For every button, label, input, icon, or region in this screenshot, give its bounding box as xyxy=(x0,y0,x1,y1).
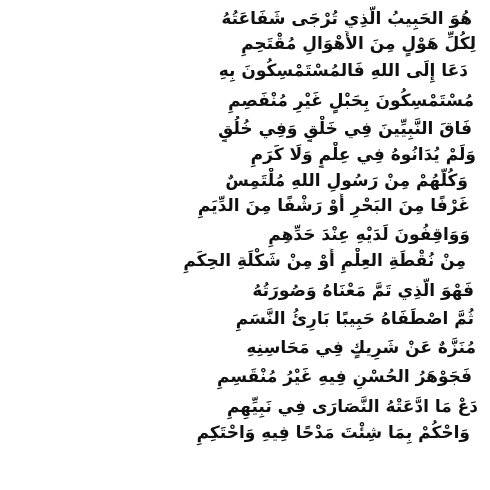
verse-line-1: هُوَ الحَبِيبُ الَّذِي تُرْجَى شَفَاعَتُهُ xyxy=(221,9,472,29)
verse-line-2: لِكُلِّ هَوْلٍ مِنَ الأَهْوَالِ مُقْتَحِمِ xyxy=(241,34,476,54)
verse-line-3: دَعَا إِلَى اللهِ فَالمُسْتَمْسِكُونَ بِهِ xyxy=(218,61,468,81)
verse-line-10: مِنْ نُقْطَةِ العِلْمِ أَوْ مِنْ شَكْلَةِ الحِكَمِ xyxy=(183,251,466,271)
verse-line-7: وَكُلُّهُمْ مِنْ رَسُولِ اللهِ مُلْتَمِسٌ xyxy=(225,171,468,191)
verse-line-11: فَهْوَ الَّذِي تَمَّ مَعْنَاهُ وَصُورَتُهُ xyxy=(252,281,474,301)
verse-line-12: ثُمَّ اصْطَفَاهُ حَبِيبًا بَارِئُ النَّسَمِ xyxy=(235,309,474,329)
verse-line-4: مُسْتَمْسِكُونَ بِحَبْلٍ غَيْرِ مُنْفَصِمِ xyxy=(228,91,474,111)
verse-line-5: فَاقَ النَّبِيِّينَ فِي خَلْقٍ وَفِي خُلُقٍ xyxy=(218,119,472,139)
verse-line-16: وَاحْكُمْ بِمَا شِئْتَ مَدْحًا فِيهِ وَاحْتَكِمِ xyxy=(196,423,470,443)
verse-line-15: دَعْ مَا ادَّعَتْهُ النَّصَارَى فِي نَبِيِّهِمِ xyxy=(226,397,478,417)
verse-line-6: وَلَمْ يُدَانُوهُ فِي عِلْمٍ وَلَا كَرَمِ xyxy=(250,145,476,165)
verse-line-13: مُنَزَّهٌ عَنْ شَرِيكٍ فِي مَحَاسِنِهِ xyxy=(246,338,476,358)
verse-line-9: وَوَاقِفُونَ لَدَيْهِ عِنْدَ حَدِّهِمِ xyxy=(268,225,470,245)
verse-line-14: فَجَوْهَرُ الحُسْنِ فِيهِ غَيْرُ مُنْقَسِمِ xyxy=(217,367,472,387)
verse-line-8: غَرْفًا مِنَ البَحْرِ أَوْ رَشْفًا مِنَ الدِّيَمِ xyxy=(197,196,470,216)
